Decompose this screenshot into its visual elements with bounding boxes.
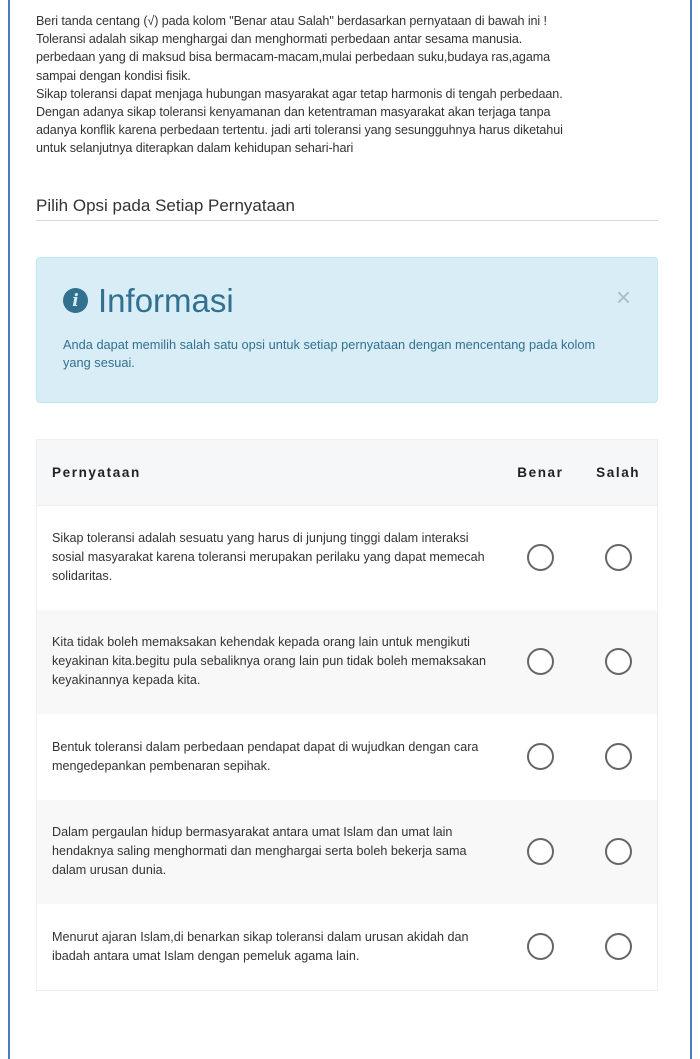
instruction-line: Dengan adanya sikap toleransi kenyamanan dan ketentraman masyarakat akan terjaga tanpa — [36, 105, 551, 120]
statement-text: Dalam pergaulan hidup bermasyarakat antara umat Islam dan umat lain hendaknya saling menghormati dan menghargai serta boleh bekerja sama dalam urusan dunia. — [52, 825, 467, 878]
info-icon: i — [63, 288, 88, 313]
table-row — [37, 904, 657, 990]
header-false: Salah — [596, 464, 641, 480]
radio-salah[interactable] — [605, 743, 632, 770]
question-content — [36, 12, 658, 991]
radio-salah[interactable] — [605, 544, 632, 571]
radio-benar[interactable] — [527, 544, 554, 571]
radio-salah[interactable] — [605, 933, 632, 960]
statement-text: Sikap toleransi adalah sesuatu yang harus di junjung tinggi dalam interaksi sosial masyarakat karena toleransi merupakan perilaku yang dapat memecah solidaritas. — [52, 531, 485, 584]
section-title: Pilih Opsi pada Setiap Pernyataan — [36, 196, 658, 221]
info-title: Informasi — [98, 281, 234, 319]
table-row — [37, 714, 657, 800]
radio-salah[interactable] — [605, 648, 632, 675]
instruction-line: Beri tanda centang (√) pada kolom "Benar atau Salah" berdasarkan pernyataan di bawah ini ! — [36, 14, 547, 28]
statement-text: Kita tidak boleh memaksakan kehendak kepada orang lain untuk mengikuti keyakinan kita.begitu pula sebaliknya orang lain pun tidak boleh memaksakan keyakinannya kepada kita. — [52, 635, 487, 688]
info-alert — [36, 257, 658, 403]
table-row — [37, 610, 657, 714]
instruction-line: adanya konflik karena perbedaan tertentu. jadi arti toleransi yang sesungguhnya harus diketahui — [36, 123, 563, 138]
radio-benar[interactable] — [527, 648, 554, 675]
table-header — [37, 440, 657, 506]
statement-text: Menurut ajaran Islam,di benarkan sikap toleransi dalam urusan akidah dan ibadah antara umat Islam dengan pemeluk agama lain. — [52, 929, 469, 963]
header-statement: Pernyataan — [52, 464, 141, 480]
instruction-line: untuk selanjutnya diterapkan dalam kehidupan sehari-hari — [36, 141, 354, 156]
frame-left-border — [8, 0, 10, 1059]
radio-salah[interactable] — [605, 838, 632, 865]
table-row — [37, 800, 657, 904]
instructions — [36, 12, 658, 158]
instruction-line: Sikap toleransi dapat menjaga hubungan masyarakat agar tetap harmonis di tengah perbedaan. — [36, 86, 563, 101]
header-true: Benar — [517, 464, 564, 480]
statement-table — [36, 439, 658, 991]
radio-benar[interactable] — [527, 743, 554, 770]
frame-right-border — [690, 0, 692, 1059]
instruction-line: Toleransi adalah sikap menghargai dan menghormati perbedaan antar sesama manusia. — [36, 32, 523, 47]
instruction-line: sampai dengan kondisi fisik. — [36, 68, 191, 83]
instruction-line: perbedaan yang di maksud bisa bermacam-macam,mulai perbedaan suku,budaya ras,agama — [36, 50, 551, 65]
radio-benar[interactable] — [527, 838, 554, 865]
radio-benar[interactable] — [527, 933, 554, 960]
close-icon[interactable]: × — [615, 281, 631, 312]
statement-text: Bentuk toleransi dalam perbedaan pendapat dapat di wujudkan dengan cara mengedepankan pembenaran sepihak. — [52, 739, 479, 773]
info-text: Anda dapat memilih salah satu opsi untuk setiap pernyataan dengan mencentang pada kolom yang sesuai. — [63, 336, 596, 370]
table-row — [37, 506, 657, 610]
info-title-row — [63, 282, 631, 320]
